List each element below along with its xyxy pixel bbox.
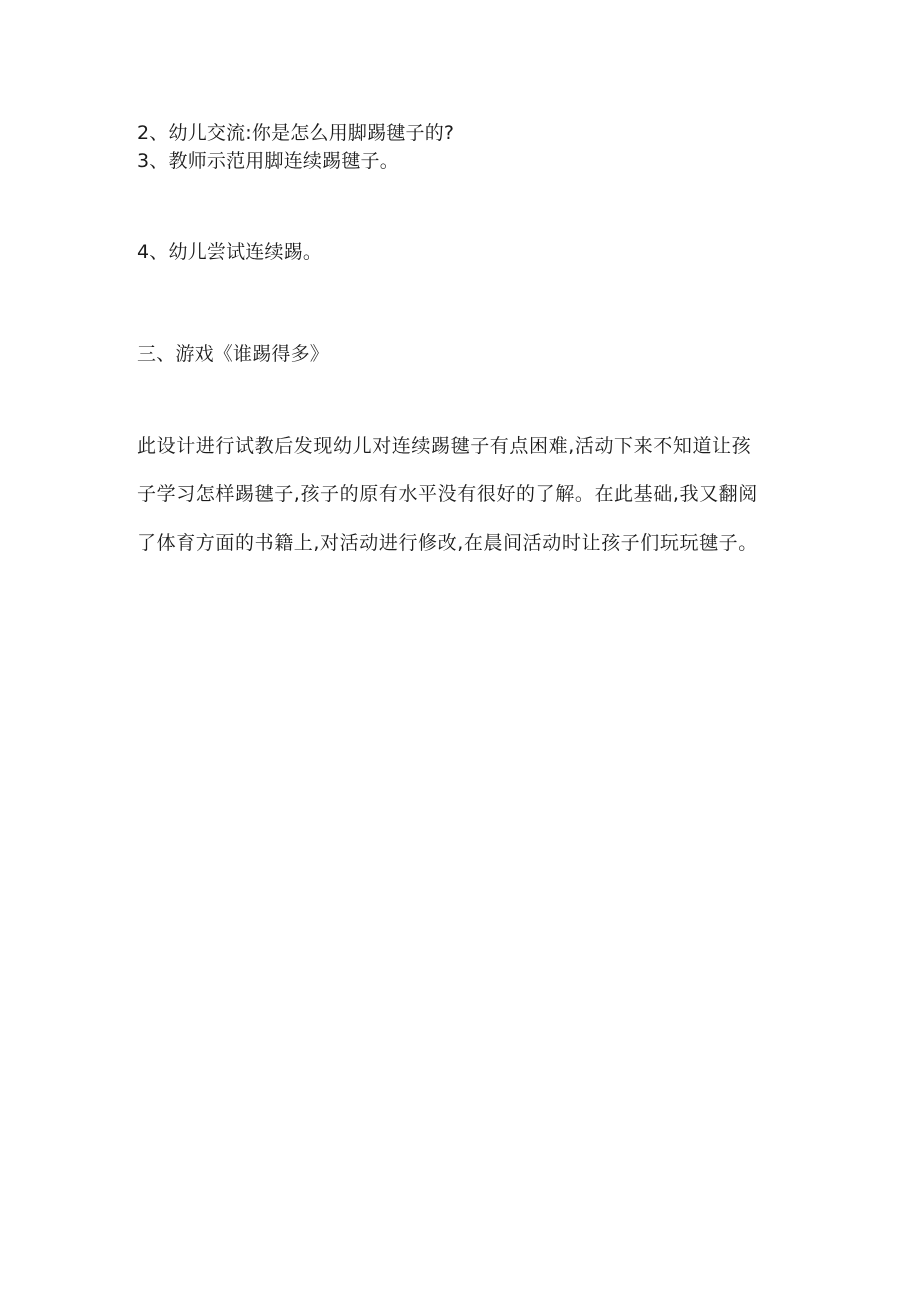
reflection-line-2: 子学习怎样踢毽子,孩子的原有水平没有很好的了解。在此基础,我又翻阅 xyxy=(137,483,758,505)
reflection-line-1: 此设计进行试教后发现幼儿对连续踢毽子有点困难,活动下来不知道让孩 xyxy=(137,435,752,457)
step-2-text: 2、幼儿交流:你是怎么用脚踢毽子的? xyxy=(137,122,455,144)
step-4-text: 4、幼儿尝试连续踢。 xyxy=(137,241,323,263)
step-3-text: 3、教师示范用脚连续踢毽子。 xyxy=(137,150,399,172)
reflection-line-3: 了体育方面的书籍上,对活动进行修改,在晨间活动时让孩子们玩玩毽子。 xyxy=(137,532,758,554)
section-heading: 三、游戏《谁踢得多》 xyxy=(137,343,330,365)
